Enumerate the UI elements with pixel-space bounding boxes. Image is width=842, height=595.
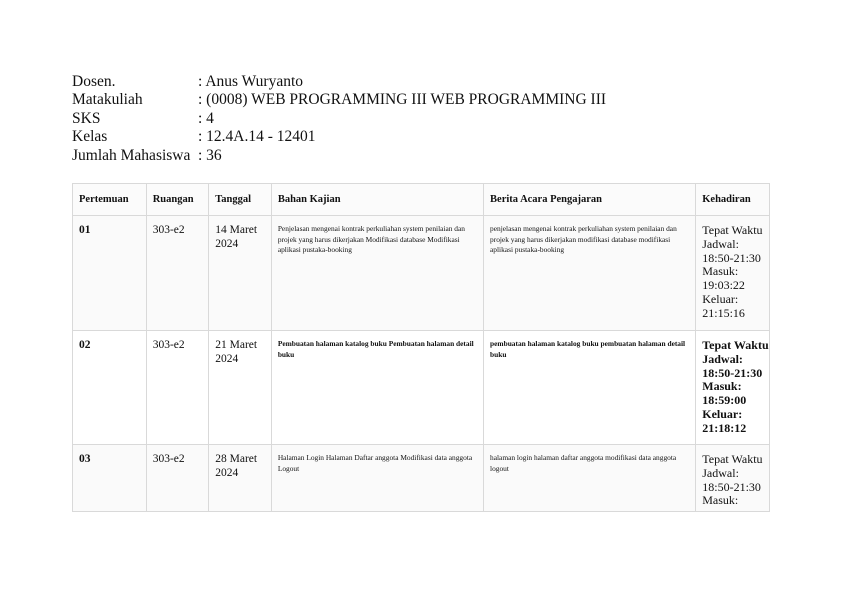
jadwal-label: Jadwal: [702, 236, 739, 251]
bahan-kajian-cell: Penjelasan mengenai kontrak perkuliahan system penilaian dan projek yang harus dikerjakan Modifikasi database Modifikasi aplikasi pustaka-booking [271, 216, 483, 331]
table-header-row [73, 184, 770, 216]
column-header-kehadiran: Kehadiran [696, 184, 770, 216]
attendance-table [72, 183, 770, 512]
info-row-jumlah-mahasiswa [72, 147, 606, 165]
tanggal-cell: 21 Maret 2024 [209, 331, 272, 445]
keluar-label: Keluar: [702, 406, 743, 421]
info-row-kelas [72, 128, 606, 146]
info-value: : 12.4A.14 - 12401 [198, 128, 316, 146]
keluar-value: 21:18:12 [702, 420, 747, 435]
pertemuan-cell: 03 [73, 445, 147, 512]
status-text: Tepat Waktu [702, 223, 763, 237]
masuk-value: 18:59:00 [702, 393, 747, 408]
table-row [73, 445, 770, 512]
info-row-matakuliah [72, 91, 606, 109]
berita-acara-cell: halaman login halaman daftar anggota modifikasi data anggota logout [484, 445, 696, 512]
tanggal-cell: 14 Maret 2024 [209, 216, 272, 331]
info-row-dosen [72, 73, 606, 91]
berita-acara-cell: penjelasan mengenai kontrak perkuliahan system penilaian dan projek yang harus dikerjakan modifikasi database modifikasi aplikasi pustaka-booking [484, 216, 696, 331]
berita-acara-cell: pembuatan halaman katalog buku pembuatan halaman detail buku [484, 331, 696, 445]
info-value: : 36 [198, 146, 222, 164]
table-row [73, 216, 770, 331]
keluar-label: Keluar: [702, 291, 739, 306]
info-value: : 4 [198, 109, 214, 127]
info-label: SKS [72, 109, 101, 127]
info-value: : (0008) WEB PROGRAMMING III WEB PROGRAMMING III [198, 91, 607, 109]
bahan-kajian-cell: Pembuatan halaman katalog buku Pembuatan halaman detail buku [271, 331, 483, 445]
jadwal-value: 18:50-21:30 [702, 250, 761, 265]
masuk-value: 19:03:22 [702, 278, 745, 293]
ruangan-cell: 303-e2 [146, 331, 209, 445]
masuk-label: Masuk: [702, 493, 739, 508]
info-label: Kelas [72, 128, 108, 146]
info-label: Matakuliah [72, 91, 143, 109]
pertemuan-cell: 02 [73, 331, 147, 445]
status-text: Tepat Waktu [702, 452, 763, 466]
pertemuan-cell: 01 [73, 216, 147, 331]
masuk-label: Masuk: [702, 264, 739, 279]
kehadiran-cell [696, 216, 770, 331]
bahan-kajian-cell: Halaman Login Halaman Daftar anggota Modifikasi data anggota Logout [271, 445, 483, 512]
column-header-pertemuan: Pertemuan [73, 184, 147, 216]
kehadiran-cell [696, 331, 770, 445]
column-header-bahan-kajian: Bahan Kajian [271, 184, 483, 216]
column-header-tanggal: Tanggal [209, 184, 272, 216]
column-header-berita-acara: Berita Acara Pengajaran [484, 184, 696, 216]
jadwal-label: Jadwal: [702, 465, 739, 480]
course-info [72, 73, 606, 165]
status-text: Tepat Waktu [702, 338, 769, 352]
table-row [73, 331, 770, 445]
masuk-label: Masuk: [702, 379, 742, 394]
tanggal-cell: 28 Maret 2024 [209, 445, 272, 512]
jadwal-value: 18:50-21:30 [702, 365, 763, 380]
info-row-sks [72, 110, 606, 128]
keluar-value: 21:15:16 [702, 305, 745, 320]
jadwal-label: Jadwal: [702, 351, 743, 366]
info-label: Jumlah Mahasiswa [72, 146, 191, 164]
kehadiran-cell [696, 445, 770, 512]
column-header-ruangan: Ruangan [146, 184, 209, 216]
info-label: Dosen. [72, 73, 116, 90]
ruangan-cell: 303-e2 [146, 216, 209, 331]
info-value: : Anus Wuryanto [198, 73, 304, 90]
jadwal-value: 18:50-21:30 [702, 479, 761, 494]
ruangan-cell: 303-e2 [146, 445, 209, 512]
